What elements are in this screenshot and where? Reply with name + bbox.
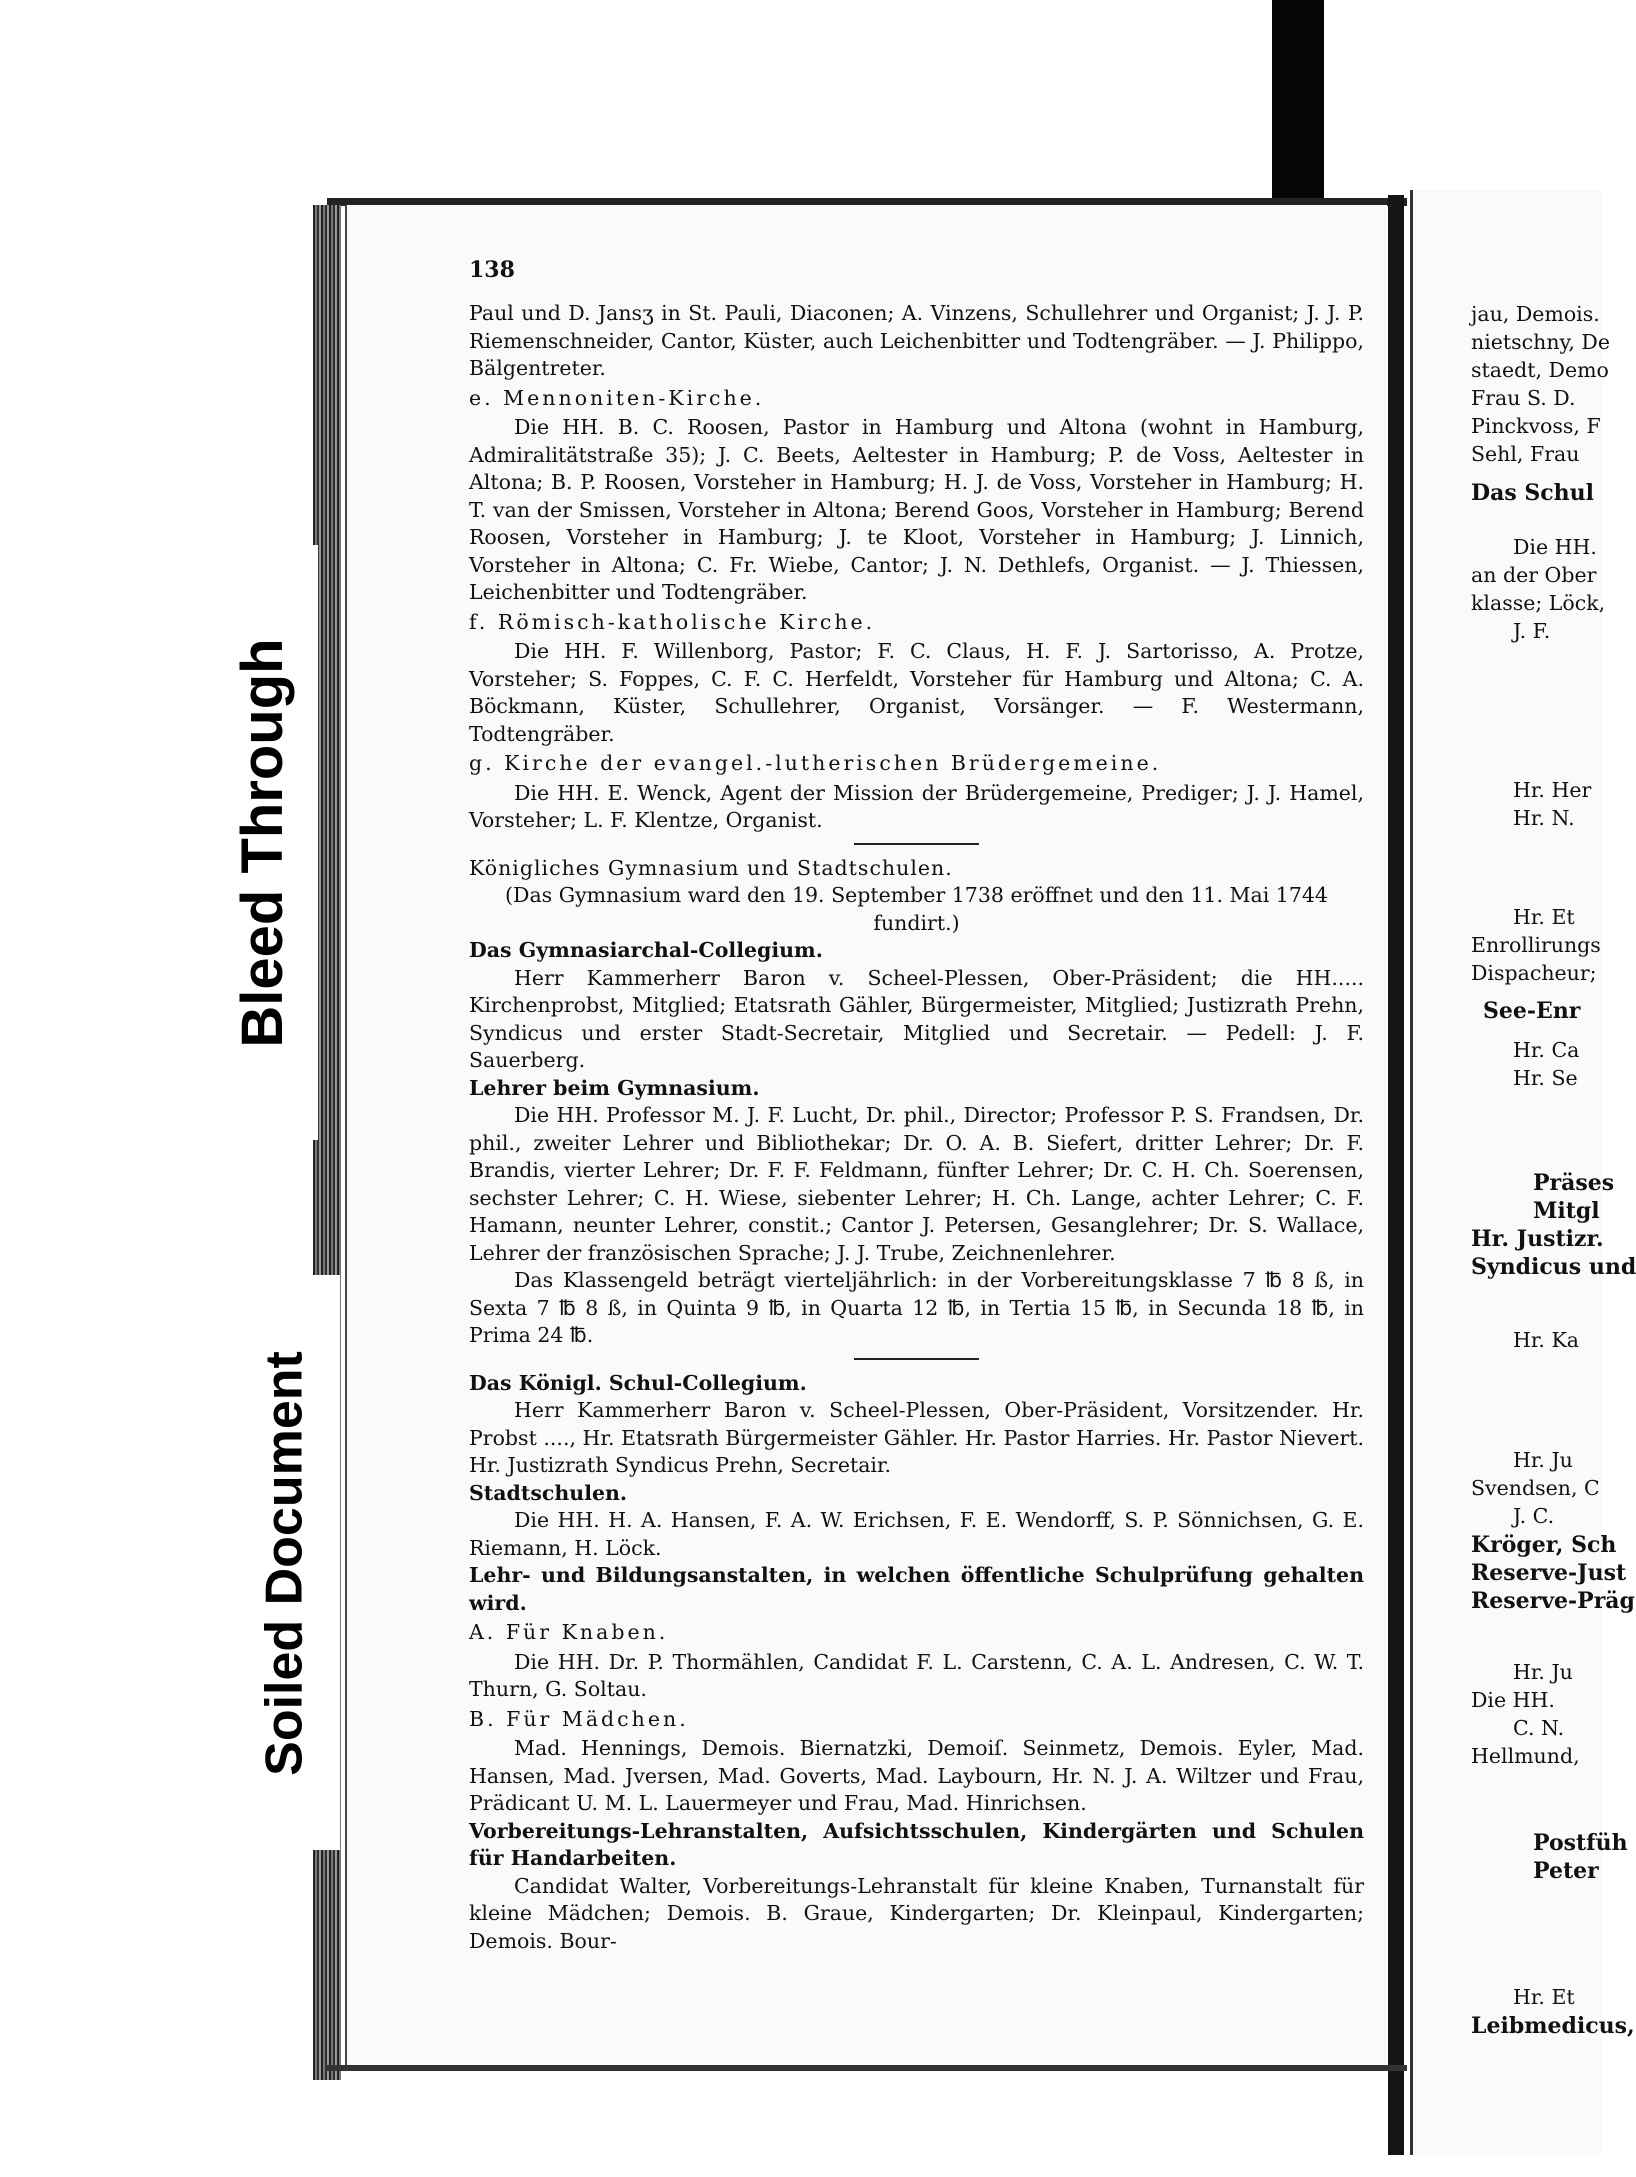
bleed-through-label: Bleed Through	[230, 638, 295, 1048]
soiled-document-label: Soiled Document	[255, 1351, 314, 1776]
facing-heading: See-Enr	[1483, 998, 1581, 1024]
facing-line: J. C.	[1513, 1504, 1555, 1528]
facing-line: Die HH.	[1471, 1688, 1555, 1712]
paragraph: Mad. Hennings, Demois. Biernatzki, Demoiſ. Seinmetz, Demois. Eyler, Mad. Hansen, Mad. Jversen, Mad. Goverts, Mad. Laybourn, Hr. N. J. A. Wiltzer und Frau, Prädicant U. M. L. Lauermeyer und Frau, Mad. Hinrichsen.	[469, 1736, 1364, 1815]
facing-line: Reserve-Präg	[1471, 1588, 1635, 1614]
facing-line: Hellmund,	[1471, 1744, 1580, 1768]
page-bottom-shadow	[327, 2065, 1407, 2071]
paragraph: Die HH. Dr. P. Thormählen, Candidat F. L. Carstenn, C. A. L. Andresen, C. W. T. Thurn, G. Soltau.	[469, 1649, 1364, 1701]
facing-line: Die HH.	[1513, 535, 1597, 559]
facing-line: Hr. N.	[1513, 806, 1575, 830]
facing-line: staedt, Demo	[1471, 358, 1609, 382]
section-heading: g. Kirche der evangel.-lutherischen Brüdergemeine.	[469, 751, 1162, 775]
section-heading: Das Gymnasiarchal-Collegium.	[469, 938, 823, 962]
facing-line: Dispacheur;	[1471, 961, 1597, 985]
facing-line: Mitgl	[1533, 1198, 1600, 1224]
divider	[854, 1358, 979, 1360]
paragraph: Candidat Walter, Vorbereitungs-Lehranstalt für kleine Knaben, Turnanstalt für kleine Mädchen; Demois. B. Graue, Kindergarten; Dr. Kleinpaul, Kindergarten; Demois. Bour-	[469, 1873, 1364, 1953]
facing-line: Peter	[1533, 1858, 1599, 1884]
paragraph: Die HH. E. Wenck, Agent der Mission der Brüdergemeine, Prediger; J. J. Hamel, Vorsteher; L. F. Klentze, Organist.	[469, 780, 1364, 832]
section-heading: A. Für Knaben.	[469, 1620, 669, 1644]
section-heading: Stadtschulen.	[469, 1480, 628, 1505]
main-page	[345, 205, 1387, 2065]
facing-line: klasse; Löck,	[1471, 591, 1606, 615]
facing-line: Hr. Justizr.	[1471, 1226, 1604, 1252]
paragraph: Paul und D. Jansʒ in St. Pauli, Diaconen; A. Vinzens, Schullehrer und Organist; J. J. P. Riemenschneider, Cantor, Küster, auch Leichenbitter und Todtengräber. — J. Philippo, Bälgentreter.	[469, 301, 1364, 380]
facing-line: Hr. Ka	[1513, 1328, 1579, 1352]
section-heading: e. Mennoniten-Kirche.	[469, 385, 765, 410]
facing-line: Hr. Et	[1513, 1985, 1575, 2009]
chapter-title: Königliches Gymnasium und Stadtschulen.	[469, 855, 953, 880]
chapter-subtitle: (Das Gymnasium ward den 19. September 1738 eröffnet und den 11. Mai 1744 fundirt.)	[505, 883, 1328, 935]
paragraph: Das Klassengeld beträgt vierteljährlich: in der Vorbereitungsklasse 7 ℔ 8 ß, in Sexta 7 ℔ 8 ß, in Quinta 9 ℔, in Quarta 12 ℔, in Tertia 15 ℔, in Secunda 18 ℔, in Prima 24 ℔.	[469, 1268, 1364, 1347]
facing-line: Pinckvoss, F	[1471, 414, 1601, 438]
facing-line: an der Ober	[1471, 563, 1597, 587]
facing-line: Postfüh	[1533, 1830, 1628, 1856]
facing-line: nietschny, De	[1471, 330, 1610, 354]
facing-line: Hr. Ju	[1513, 1660, 1573, 1684]
section-heading: Das Königl. Schul-Collegium.	[469, 1370, 807, 1395]
facing-line: Enrollirungs	[1471, 933, 1601, 957]
section-heading: B. Für Mädchen.	[469, 1706, 689, 1731]
section-heading: Vorbereitungs-Lehranstalten, Aufsichtsschulen, Kindergärten und Schulen für Handarbeiten.	[469, 1818, 1364, 1870]
binding-strip	[1272, 0, 1324, 215]
page-text-column	[469, 300, 1364, 1955]
facing-line: Frau S. D.	[1471, 386, 1576, 410]
paragraph: Die HH. B. C. Roosen, Pastor in Hamburg und Altona (wohnt in Hamburg, Admiralitätstraße 35); J. C. Beets, Aeltester in Hamburg; P. de Voss, Aeltester in Altona; B. P. Roosen, Vorsteher in Hamburg; H. J. de Voss, Vorsteher in Hamburg; H. T. van der Smissen, Vorsteher in Altona; Berend Goos, Vorsteher in Hamburg; Berend Roosen, Vorsteher in Hamburg; J. te Kloot, Vorsteher in Hamburg; J. Linnich, Vorsteher in Altona; C. Fr. Wiebe, Cantor; J. N. Dethlefs, Organist. — J. Thiessen, Leichenbitter und Todtengräber.	[469, 415, 1364, 604]
facing-line: jau, Demois.	[1471, 302, 1600, 326]
paragraph: Die HH. H. A. Hansen, F. A. W. Erichsen, F. E. Wendorff, S. P. Sönnichsen, G. E. Riemann, H. Löck.	[469, 1508, 1364, 1560]
facing-line: Syndicus und	[1471, 1254, 1636, 1280]
facing-line: Präses	[1533, 1170, 1615, 1196]
paragraph: Herr Kammerherr Baron v. Scheel-Plessen, Ober-Präsident; die HH..... Kirchenprobst, Mitglied; Etatsrath Gähler, Bürgermeister, Mitglied; Justizrath Prehn, Syndicus und erster Stadt-Secretair, Mitglied und Secretair. — Pedell: J. F. Sauerberg.	[469, 965, 1364, 1072]
facing-line: Hr. Her	[1513, 778, 1592, 802]
divider	[854, 843, 979, 845]
facing-line: Hr. Et	[1513, 905, 1575, 929]
paragraph: Die HH. F. Willenborg, Pastor; F. C. Claus, H. F. J. Sartorisso, A. Protze, Vorsteher; S. Foppes, C. F. C. Herfeldt, Vorsteher für Hamburg und Altona; C. A. Böckmann, Küster, Schullehrer, Organist, Vorsänger. — F. Westermann, Todtengräber.	[469, 639, 1364, 746]
facing-line: Reserve-Just	[1471, 1560, 1627, 1586]
facing-line: Sehl, Frau	[1471, 442, 1580, 466]
facing-line: Hr. Se	[1513, 1066, 1578, 1090]
facing-line: Leibmedicus,	[1471, 2013, 1635, 2039]
facing-line: Hr. Ju	[1513, 1448, 1573, 1472]
book-gutter	[1388, 195, 1404, 2155]
facing-line: Kröger, Sch	[1471, 1532, 1617, 1558]
facing-line: J. F.	[1513, 619, 1551, 643]
paragraph: Herr Kammerherr Baron v. Scheel-Plessen, Ober-Präsident, Vorsitzender. Hr. Probst ...., Hr. Etatsrath Bürgermeister Gähler. Hr. Pastor Harries. Hr. Pastor Nievert. Hr. Justizrath Syndicus Prehn, Secretair.	[469, 1398, 1364, 1477]
page-number: 138	[469, 257, 515, 283]
facing-page	[1410, 190, 1636, 2155]
section-heading: Lehr- und Bildungsanstalten, in welchen öffentliche Schulprüfung gehalten wird.	[469, 1563, 1364, 1615]
section-heading: f. Römisch-katholische Kirche.	[469, 609, 876, 634]
paragraph: Die HH. Professor M. J. F. Lucht, Dr. phil., Director; Professor P. S. Frandsen, Dr. phil., zweiter Lehrer und Bibliothekar; Dr. O. A. B. Siefert, dritter Lehrer; Dr. F. Brandis, vierter Lehrer; Dr. F. F. Feldmann, fünfter Lehrer; Dr. C. H. Ch. Soerensen, sechster Lehrer; C. H. Wiese, siebenter Lehrer; H. Ch. Lange, achter Lehrer; C. F. Hamann, neunter Lehrer, constit.; Cantor J. Petersen, Gesanglehrer; Dr. S. Wallace, Lehrer der französischen Sprache; J. J. Trube, Zeichnenlehrer.	[469, 1103, 1364, 1265]
facing-line: Svendsen, C	[1471, 1476, 1600, 1500]
facing-line: C. N.	[1513, 1716, 1565, 1740]
section-heading: Lehrer beim Gymnasium.	[469, 1075, 760, 1100]
facing-line: Hr. Ca	[1513, 1038, 1580, 1062]
facing-heading: Das Schul	[1471, 480, 1595, 506]
